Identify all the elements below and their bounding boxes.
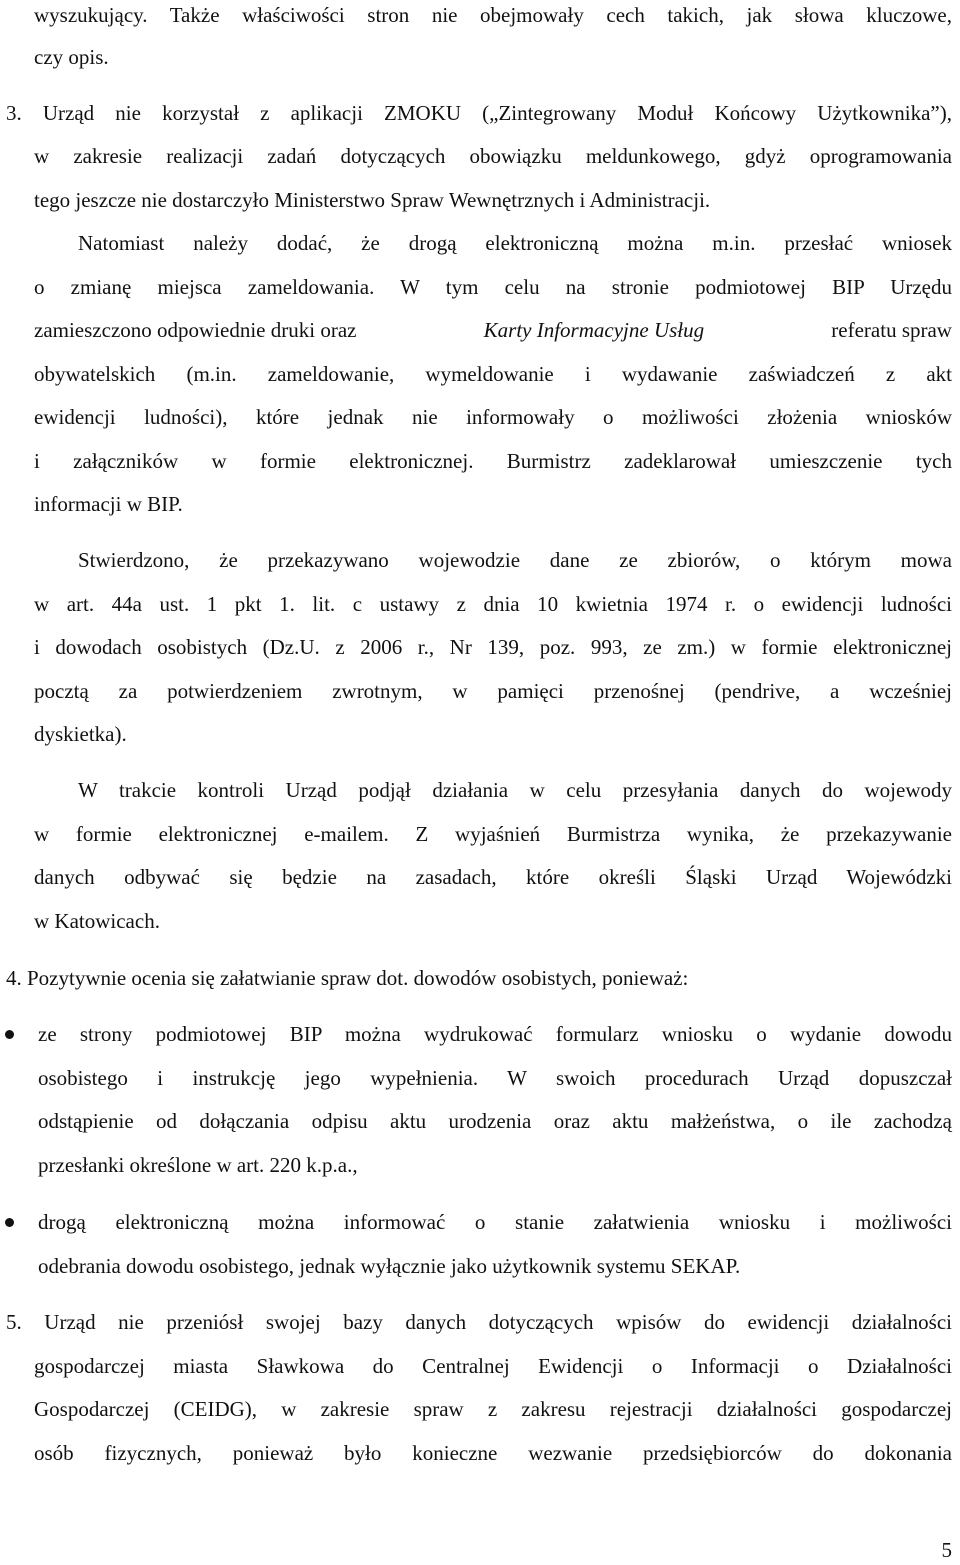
text-line: dyskietka). [34, 722, 127, 746]
text-line: osobistego i instrukcję jego wypełnienia. W swoich procedurach Urząd dopuszczał [38, 1066, 952, 1090]
text-line: w zakresie realizacji zadań dotyczących obowiązku meldunkowego, gdyż oprogramowania [34, 144, 952, 168]
text-line: odstąpienie od dołączania odpisu aktu urodzenia oraz aktu małżeństwa, o ile zachodzą [38, 1109, 952, 1133]
text-segment: zamieszczono odpowiednie druki oraz [34, 318, 357, 342]
text-line: ze strony podmiotowej BIP można wydrukować formularz wniosku o wydanie dowodu [38, 1022, 952, 1046]
text-line: Natomiast należy dodać, że drogą elektroniczną można m.in. przesłać wniosek [78, 231, 952, 255]
text-line: danych odbywać się będzie na zasadach, które określi Śląski Urząd Wojewódzki [34, 865, 952, 889]
list-item-3: 3. Urząd nie korzystał z aplikacji ZMOKU („Zintegrowany Moduł Końcowy Użytkownika”), [6, 101, 952, 125]
text-line: i załączników w formie elektronicznej. Burmistrz zadeklarował umieszczenie tych [34, 449, 952, 473]
text-line: przesłanki określone w art. 220 k.p.a., [38, 1153, 358, 1177]
text-line: W trakcie kontroli Urząd podjął działania w celu przesyłania danych do wojewody [78, 778, 952, 802]
text-line: ewidencji ludności), które jednak nie informowały o możliwości złożenia wniosków [34, 405, 952, 429]
text-line: w formie elektronicznej e-mailem. Z wyjaśnień Burmistrza wynika, że przekazywanie [34, 822, 952, 846]
text-line: gospodarczej miasta Sławkowa do Centralnej Ewidencji o Informacji o Działalności [34, 1354, 952, 1378]
text-line: obywatelskich (m.in. zameldowanie, wymeldowanie i wydawanie zaświadczeń z akt [34, 362, 952, 386]
text-line: osób fizycznych, ponieważ było konieczne wezwanie przedsiębiorców do dokonania [34, 1441, 952, 1465]
text-line: informacji w BIP. [34, 492, 183, 516]
text-line: o zmianę miejsca zameldowania. W tym celu na stronie podmiotowej BIP Urzędu [34, 275, 952, 299]
text-line [34, 315, 952, 345]
text-segment: referatu spraw [831, 318, 952, 342]
text-line: i dowodach osobistych (Dz.U. z 2006 r., Nr 139, poz. 993, ze zm.) w formie elektronicznej [34, 635, 952, 659]
text-line: czy opis. [34, 45, 109, 69]
bullet-icon [5, 1218, 14, 1227]
bullet-icon [5, 1030, 14, 1039]
text-line: pocztą za potwierdzeniem zwrotnym, w pamięci przenośnej (pendrive, a wcześniej [34, 679, 952, 703]
text-line: wyszukujący. Także właściwości stron nie obejmowały cech takich, jak słowa kluczowe, [34, 3, 952, 27]
text-line: drogą elektroniczną można informować o stanie załatwienia wniosku i możliwości [38, 1210, 952, 1234]
list-item-5: 5. Urząd nie przeniósł swojej bazy danych dotyczących wpisów do ewidencji działalności [6, 1310, 952, 1334]
text-line: odebrania dowodu osobistego, jednak wyłącznie jako użytkownik systemu SEKAP. [38, 1254, 741, 1278]
text-line: tego jeszcze nie dostarczyło Ministerstwo Spraw Wewnętrznych i Administracji. [34, 188, 711, 212]
text-line: Gospodarczej (CEIDG), w zakresie spraw z zakresu rejestracji działalności gospodarczej [34, 1397, 952, 1421]
list-item-4: 4. Pozytywnie ocenia się załatwianie spraw dot. dowodów osobistych, ponieważ: [6, 966, 689, 990]
text-line: w Katowicach. [34, 909, 160, 933]
page-number: 5 [941, 1538, 952, 1562]
text-line: w art. 44a ust. 1 pkt 1. lit. c ustawy z dnia 10 kwietnia 1974 r. o ewidencji ludności [34, 592, 952, 616]
italic-text: Karty Informacyjne Usług [483, 318, 705, 342]
text-line: Stwierdzono, że przekazywano wojewodzie dane ze zbiorów, o którym mowa [78, 548, 952, 572]
